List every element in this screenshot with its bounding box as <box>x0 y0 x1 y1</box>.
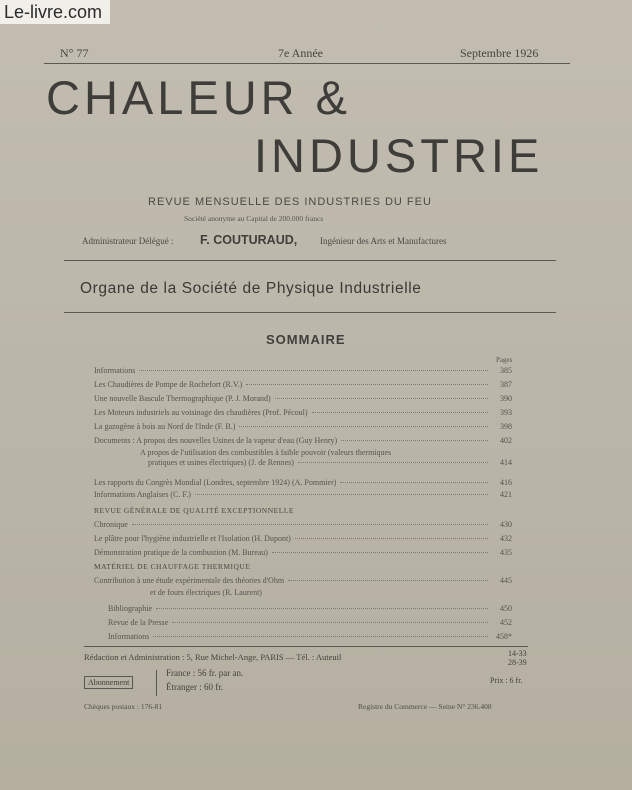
toc-continuation: et de fours électriques (R. Laurent) <box>150 588 262 597</box>
organe-line: Organe de la Société de Physique Industrielle <box>80 280 422 297</box>
toc-entry: Informations Anglaises (C. F.) 421 <box>94 490 512 499</box>
toc-entry: Contribution à une étude expérimentale des théories d'Ohm 445 <box>94 576 512 585</box>
toc-entry: Démonstration pratique de la combustion (M. Bureau) 435 <box>94 548 512 557</box>
toc-entry: Une nouvelle Bascule Thermographique (P. J. Morand) 390 <box>94 394 512 403</box>
toc-entry: Le plâtre pour l'hygiène industrielle et l'Isolation (H. Dupont) 432 <box>94 534 512 543</box>
price-france: France : 56 fr. par an. <box>166 668 244 678</box>
pages-column-label: Pages <box>496 356 513 364</box>
admin-title: Ingénieur des Arts et Manufactures <box>320 236 447 246</box>
header-rule <box>44 63 570 64</box>
toc-entry: Revue de la Presse 452 <box>108 618 512 627</box>
toc-entry: Chronique 430 <box>94 520 512 529</box>
prix-numero: Prix : 6 fr. <box>490 676 523 685</box>
address-line: Rédaction et Administration : 5, Rue Michel-Ange, PARIS — Tél. : Auteuil <box>84 652 342 662</box>
toc-section-heading: MATÉRIEL DE CHAUFFAGE THERMIQUE <box>94 562 251 571</box>
toc-entry: Bibliographie 450 <box>108 604 512 613</box>
toc-continuation: pratiques et usines électriques) (J. de Rennes) 414 <box>148 458 512 467</box>
title-line-2: INDUSTRIE <box>254 129 544 182</box>
admin-name: F. COUTURAUD, <box>200 233 298 247</box>
registre-commerce: Registre du Commerce — Seine N° 236.408 <box>358 702 492 711</box>
toc-entry: Informations 458* <box>108 632 512 641</box>
watermark-logo: Le-livre.com <box>0 0 110 24</box>
sommaire-heading: SOMMAIRE <box>266 332 346 347</box>
admin-label: Administrateur Délégué : <box>82 236 174 246</box>
price-etranger: Étranger : 60 fr. <box>166 682 223 692</box>
cheques-postaux: Chèques postaux : 176-81 <box>84 702 163 711</box>
societe-capital: Société anonyme au Capital de 200.000 francs <box>184 214 324 223</box>
abonnement-box: Abonnement <box>84 676 133 689</box>
toc-section-heading: REVUE GÉNÉRALE DE QUALITÉ EXCEPTIONNELLE <box>94 506 294 515</box>
price-bracket <box>156 670 157 696</box>
toc-entry: Documents : A propos des nouvelles Usines de la vapeur d'eau (Guy Henry) 402 <box>94 436 512 445</box>
toc-entry: Les Chaudières de Pompe de Rochefort (R.V.) 387 <box>94 380 512 389</box>
toc-entry: Les Moteurs industriels au voisinage des chaudières (Prof. Pécoul) 393 <box>94 408 512 417</box>
toc-entry: Informations 385 <box>94 366 512 375</box>
organe-rule <box>64 312 556 313</box>
toc-bottom-rule <box>84 646 528 647</box>
subtitle-rule <box>64 260 556 261</box>
toc-continuation: A propos de l'utilisation des combustibles à faible pouvoir (valeurs thermiques <box>140 448 392 457</box>
telephone-2: 28-39 <box>508 658 527 667</box>
toc-entry: Les rapports du Congrès Mondial (Londres, septembre 1924) (A. Pommier) 416 <box>94 478 512 487</box>
issue-number: N° 77 <box>60 46 89 60</box>
year-label: 7e Année <box>278 46 323 60</box>
telephone-1: 14-33 <box>508 649 527 658</box>
revue-subtitle: REVUE MENSUELLE DES INDUSTRIES DU FEU <box>148 196 432 208</box>
issue-date: Septembre 1926 <box>460 46 539 60</box>
title-line-1: CHALEUR & <box>46 71 352 124</box>
toc-entry: La gazogène à bois au Nord de l'Inde (F. B.) 398 <box>94 422 512 431</box>
